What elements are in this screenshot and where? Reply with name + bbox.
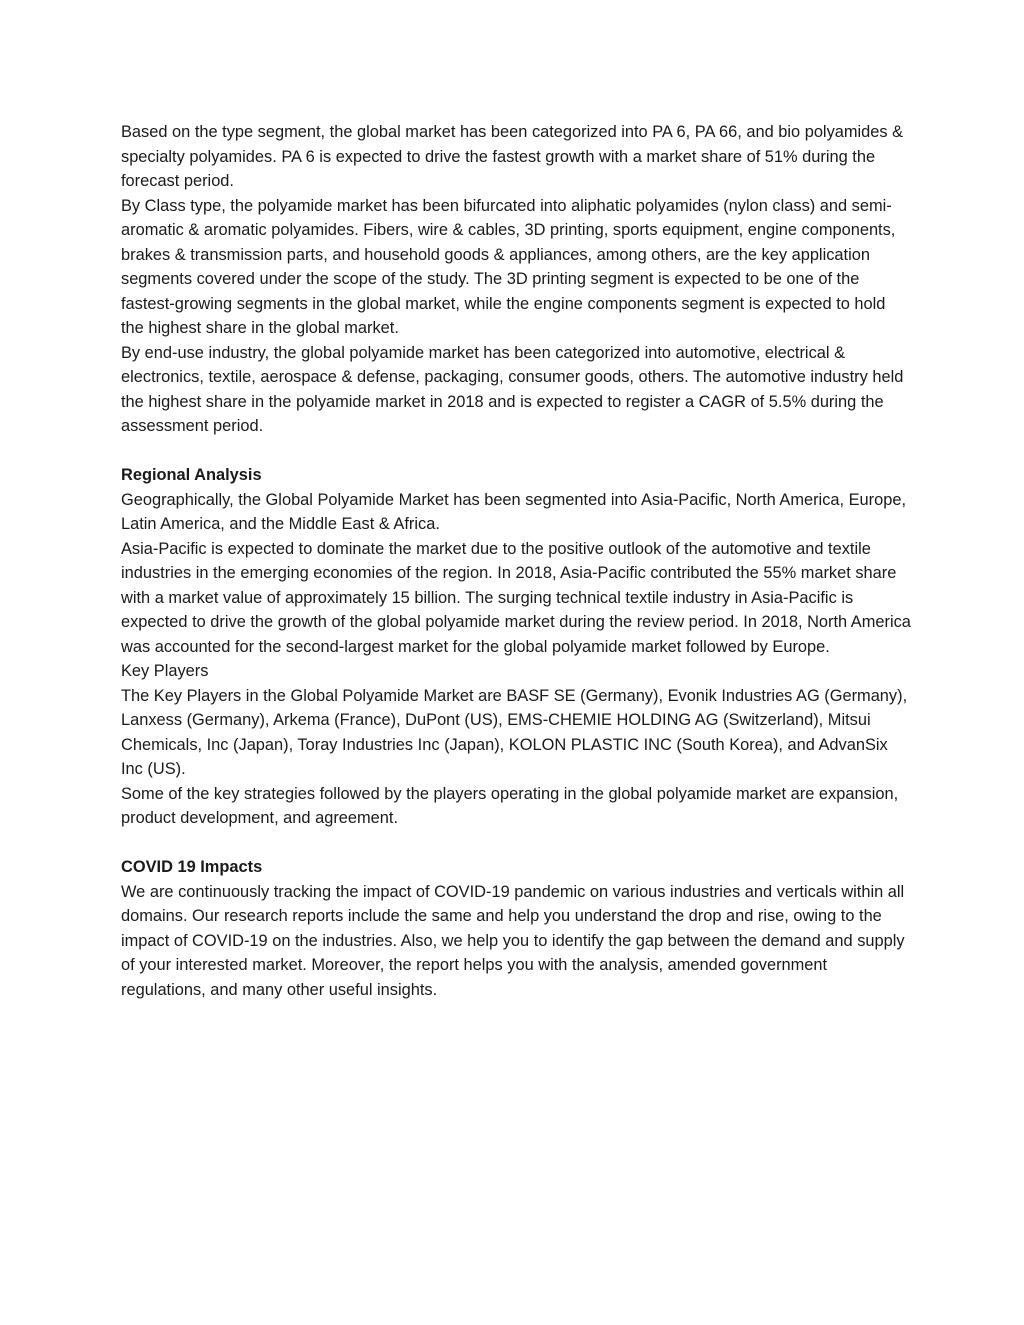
- paragraph-class-type: By Class type, the polyamide market has been bifurcated into aliphatic polyamides (nylon class) and semi-aromatic & aromatic polyamides. Fibers, wire & cables, 3D printing, sports equipment, engine components, brakes & transmission parts, and household goods & appliances, among others, are the key application segments covered under the scope of the study. The 3D printing segment is expected to be one of the fastest-growing segments in the global market, while the engine components segment is expected to hold the highest share in the global market.: [121, 196, 896, 337]
- paragraph-end-use-industry: By end-use industry, the global polyamide market has been categorized into automotive, electrical & electronics, textile, aerospace & defense, packaging, consumer goods, others. The automotive industry held the highest share in the polyamide market in 2018 and is expected to register a CAGR of 5.5% during the assessment period.: [121, 343, 904, 435]
- document-page: [121, 120, 911, 1002]
- paragraph-type-segment: Based on the type segment, the global market has been categorized into PA 6, PA 66, and bio polyamides & specialty polyamides. PA 6 is expected to drive the fastest growth with a market share of 51% during the forecast period.: [121, 123, 904, 190]
- heading-covid-impacts: COVID 19 Impacts: [121, 858, 263, 876]
- paragraph-spacer: [121, 439, 911, 464]
- paragraph-key-players-list: The Key Players in the Global Polyamide Market are BASF SE (Germany), Evonik Industries AG (Germany), Lanxess (Germany), Arkema (France), DuPont (US), EMS-CHEMIE HOLDING AG (Switzerland), Mitsui Chemicals, Inc (Japan), Toray Industries Inc (Japan), KOLON PLASTIC INC (South Korea), and AdvanSix Inc (US).: [121, 686, 908, 778]
- label-key-players: Key Players: [121, 662, 209, 680]
- paragraph-geography: Geographically, the Global Polyamide Market has been segmented into Asia-Pacific, North America, Europe, Latin America, and the Middle East & Africa.: [121, 490, 907, 533]
- heading-regional-analysis: Regional Analysis: [121, 466, 262, 484]
- paragraph-asia-pacific: Asia-Pacific is expected to dominate the market due to the positive outlook of the automotive and textile industries in the emerging economies of the region. In 2018, Asia-Pacific contributed the 55% market share with a market value of approximately 15 billion. The surging technical textile industry in Asia-Pacific is expected to drive the growth of the global polyamide market during the review period. In 2018, North America was accounted for the second-largest market for the global polyamide market followed by Europe.: [121, 539, 911, 656]
- paragraph-spacer: [121, 831, 911, 856]
- paragraph-covid: We are continuously tracking the impact of COVID-19 pandemic on various industries and verticals within all domains. Our research reports include the same and help you understand the drop and rise, owing to the impact of COVID-19 on the industries. Also, we help you to identify the gap between the demand and supply of your interested market. Moreover, the report helps you with the analysis, amended government regulations, and many other useful insights.: [121, 882, 905, 999]
- paragraph-strategies: Some of the key strategies followed by the players operating in the global polyamide market are expansion, product development, and agreement.: [121, 784, 899, 827]
